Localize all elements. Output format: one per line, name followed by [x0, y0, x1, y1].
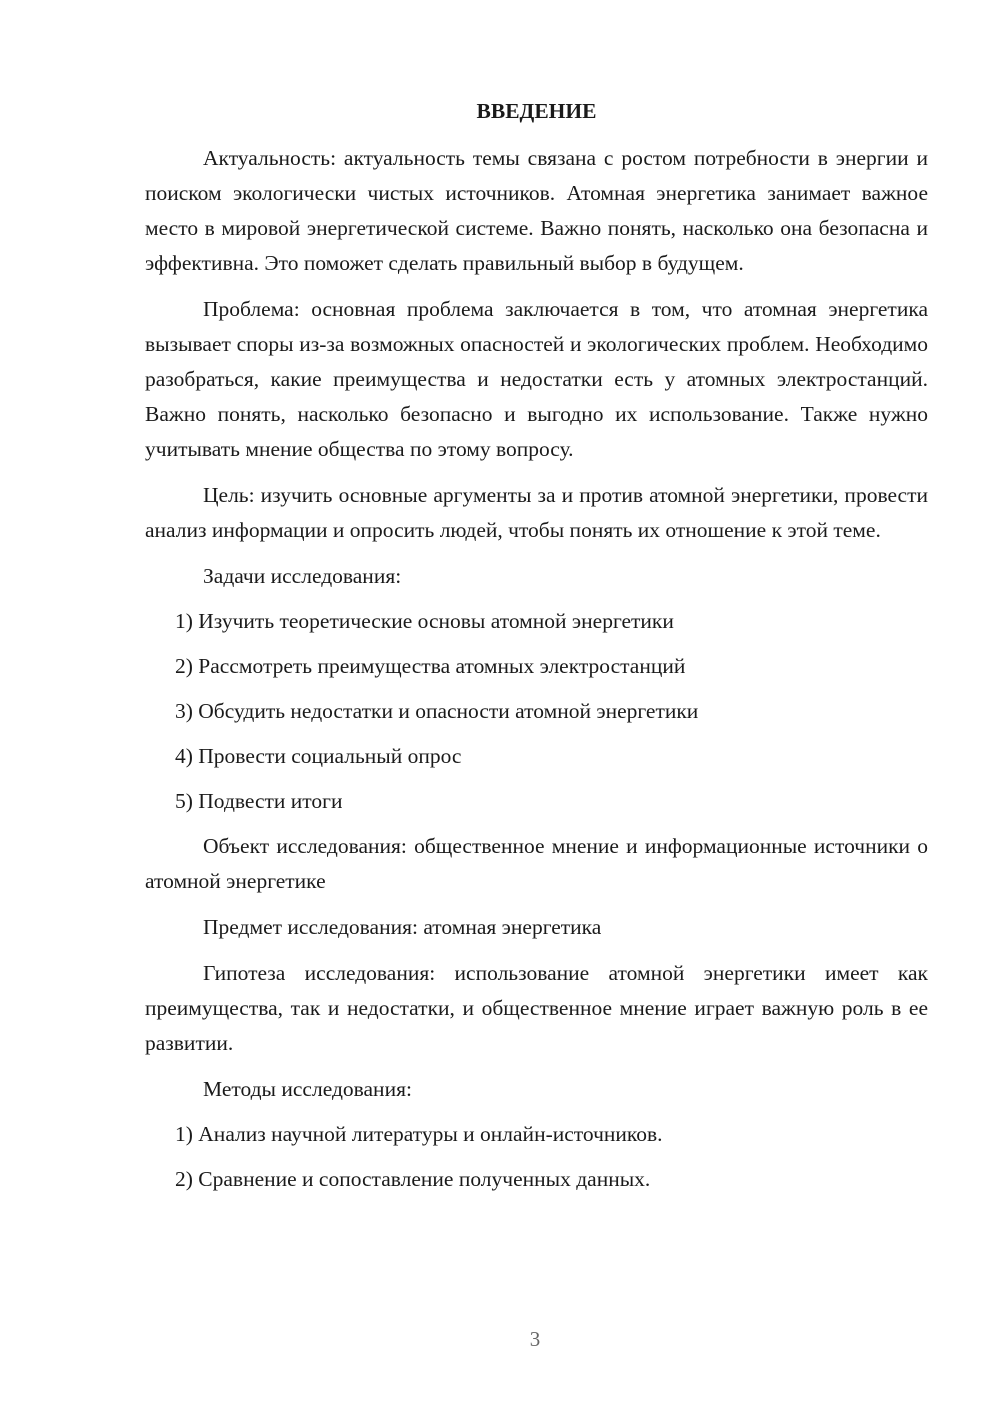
task-item-4: 4) Провести социальный опрос: [175, 744, 462, 768]
problem-paragraph: Проблема: основная проблема заключается в том, что атомная энергетика вызывает споры из-за возможных опасностей и экологических проблем. Необходимо разобраться, какие преимущества и недостатки есть у атомных электростанций. Важно понять, насколько безопасно и выгодно их использование. Также нужно учитывать мнение общества по этому вопросу.: [145, 297, 928, 461]
methods-heading: Методы исследования:: [203, 1077, 412, 1101]
goal-paragraph: Цель: изучить основные аргументы за и против атомной энергетики, провести анализ информации и опросить людей, чтобы понять их отношение к этой теме.: [145, 483, 928, 542]
method-item-1: 1) Анализ научной литературы и онлайн-источников.: [175, 1122, 663, 1146]
task-item-3: 3) Обсудить недостатки и опасности атомной энергетики: [175, 699, 699, 723]
hypothesis-paragraph: Гипотеза исследования: использование атомной энергетики имеет как преимущества, так и недостатки, и общественное мнение играет важную роль в ее развитии.: [145, 961, 928, 1055]
task-item-1: 1) Изучить теоретические основы атомной энергетики: [175, 609, 674, 633]
document-page: [145, 94, 928, 1207]
section-title: ВВЕДЕНИЕ: [476, 99, 597, 123]
task-item-2: 2) Рассмотреть преимущества атомных электростанций: [175, 654, 686, 678]
subject-paragraph: Предмет исследования: атомная энергетика: [203, 915, 602, 939]
method-item-2: 2) Сравнение и сопоставление полученных данных.: [175, 1167, 651, 1191]
tasks-heading: Задачи исследования:: [203, 564, 402, 588]
relevance-paragraph: Актуальность: актуальность темы связана с ростом потребности в энергии и поиском экологически чистых источников. Атомная энергетика занимает важное место в мировой энергетической системе. Важно понять, насколько она безопасна и эффективна. Это поможет сделать правильный выбор в будущем.: [145, 146, 928, 275]
task-item-5: 5) Подвести итоги: [175, 789, 343, 813]
object-paragraph: Объект исследования: общественное мнение и информационные источники о атомной энергетике: [145, 834, 928, 893]
page-number: 3: [529, 1327, 541, 1351]
